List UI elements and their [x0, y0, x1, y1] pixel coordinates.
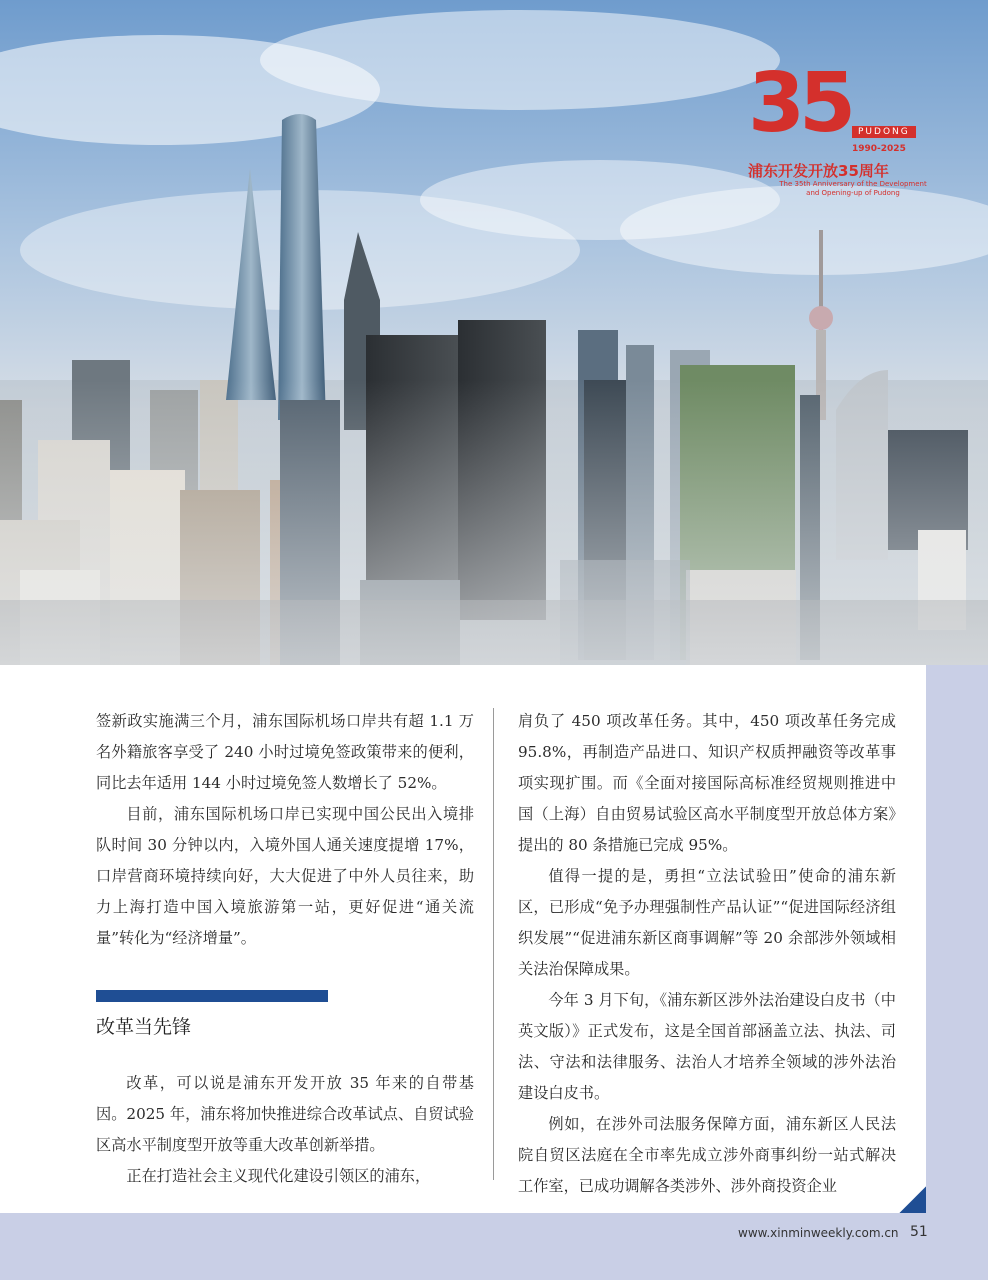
paragraph: 正在打造社会主义现代化建设引领区的浦东， — [126, 1167, 431, 1185]
column-divider — [493, 708, 494, 1180]
page-number: 51 — [910, 1224, 928, 1240]
logo-subtitle-en: The 35th Anniversary of the Development and Opening-up of Pudong — [779, 180, 927, 197]
logo-years: 1990-2025 — [852, 144, 906, 154]
footer-website-link[interactable]: www.xinminweekly.com.cn — [738, 1226, 899, 1240]
logo-district: PUDONG — [852, 126, 916, 138]
decorative-band-bottom — [0, 1213, 988, 1280]
article-left-column-continued — [96, 1068, 474, 1192]
paragraph: 签新政实施满三个月，浦东国际机场口岸共有超 1.1 万名外籍旅客享受了 240 小时过境免签政策带来的便利，同比去年适用 144 小时过境免签人数增长了 52%。 — [96, 712, 474, 792]
article-right-column — [518, 706, 896, 1202]
paragraph: 值得一提的是，勇担“立法试验田”使命的浦东新区，已形成“免予办理强制性产品认证”“促进国际经济组织发展”“促进浦东新区商事调解”等 20 余部涉外领域相关法治保障成果。 — [518, 867, 896, 978]
paragraph: 肩负了 450 项改革任务。其中，450 项改革任务完成 95.8%，再制造产品进口、知识产权质押融资等改革事项实现扩围。而《全面对接国际高标准经贸规则推进中国（上海）自由贸易试验区高水平制度型开放总体方案》提出的 80 条措施已完成 95%。 — [518, 712, 896, 854]
logo-title-cn: 浦东开发开放35周年 — [748, 162, 889, 180]
paragraph: 今年 3 月下旬，《浦东新区涉外法治建设白皮书（中英文版）》正式发布，这是全国首部涵盖立法、执法、司法、守法和法律服务、法治人才培养全领域的涉外法治建设白皮书。 — [518, 991, 896, 1102]
paragraph: 改革，可以说是浦东开发开放 35 年来的自带基因。2025 年，浦东将加快推进综合改革试点、自贸试验区高水平制度型开放等重大改革创新举措。 — [96, 1074, 474, 1154]
section-heading-bar — [96, 990, 328, 1002]
paragraph: 例如，在涉外司法服务保障方面，浦东新区人民法院自贸区法庭在全市率先成立涉外商事纠纷一站式解决工作室，已成功调解各类涉外、涉外商投资企业 — [518, 1115, 896, 1195]
section-heading: 改革当先锋 — [96, 1016, 192, 1038]
decorative-band-right — [926, 665, 988, 1213]
corner-triangle-decoration — [898, 1185, 926, 1213]
paragraph: 目前，浦东国际机场口岸已实现中国公民出入境排队时间 30 分钟以内，入境外国人通关速度提增 17%，口岸营商环境持续向好，大大促进了中外人员往来，助力上海打造中国入境旅游第一站，更好促进“通关流量”转化为“经济增量”。 — [96, 805, 474, 947]
article-left-column — [96, 706, 474, 954]
logo-number: 35 — [748, 56, 851, 151]
anniversary-logo — [748, 56, 928, 204]
